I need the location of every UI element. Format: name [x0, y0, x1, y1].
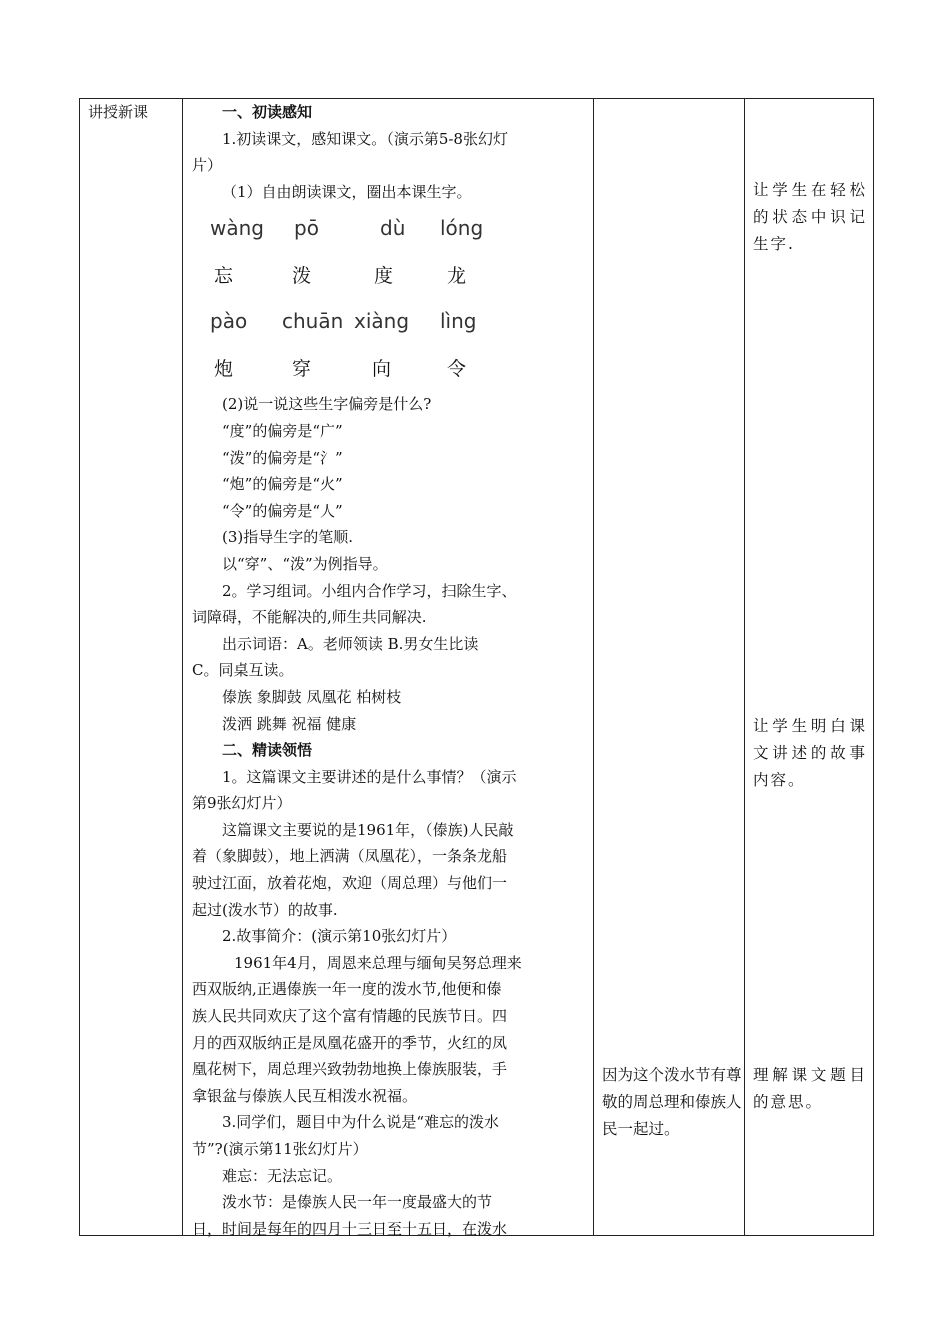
- text-line: “度”的偏旁是“广”: [222, 421, 343, 440]
- reading-intro: [192, 99, 590, 205]
- text-line: 泼水节：是傣族人民一年一度最盛大的节: [222, 1193, 493, 1212]
- text-line: 日，时间是每年的四月十三日至十五日，在泼水: [192, 1219, 508, 1238]
- pinyin: lìng: [440, 309, 477, 334]
- character: 向: [372, 358, 392, 381]
- character: 龙: [447, 265, 467, 288]
- pinyin: dù: [380, 216, 406, 241]
- text-line: 2.故事简介：(演示第10张幻灯片）: [222, 927, 457, 946]
- character: 忘: [214, 265, 234, 288]
- text-line: 以“穿”、“泼”为例指导。: [222, 554, 388, 573]
- text-line: “炮”的偏旁是“火”: [222, 475, 343, 494]
- text-line: 傣族 象脚鼓 凤凰花 柏树枝: [222, 687, 402, 706]
- column-divider: [182, 99, 183, 1235]
- teaching-process: [192, 99, 590, 1242]
- design-intent-1: 让学生在轻松的状态中识记生字.: [753, 181, 867, 253]
- text-line: 节”?(演示第11张幻灯片）: [192, 1140, 368, 1158]
- text-line: 片）: [192, 156, 223, 175]
- hanzi-row: [192, 251, 590, 298]
- text-line: 着（象脚鼓），地上洒满（凤凰花），一条条龙船: [192, 847, 508, 866]
- pinyin-row: [192, 205, 590, 251]
- text-line: 凰花树下，周总理兴致勃勃地换上傣族服装，手: [192, 1060, 508, 1079]
- text-line: 泼洒 跳舞 祝福 健康: [222, 714, 357, 733]
- text-line: C。同桌互读。: [192, 661, 294, 680]
- text-line: 一、初读感知: [222, 103, 313, 121]
- text-line: 族人民共同欢庆了这个富有情趣的民族节日。四: [192, 1007, 508, 1026]
- hanzi-row: [192, 344, 590, 391]
- text-line: 1.初读课文，感知课文。（演示第5-8张幻灯: [222, 129, 508, 148]
- character: 炮: [214, 358, 234, 381]
- text-line: （1）自由朗读课文，圈出本课生字。: [222, 182, 472, 201]
- text-line: “令”的偏旁是“人”: [222, 501, 343, 520]
- character: 穿: [292, 358, 312, 381]
- text-line: 月的西双版纳正是凤凰花盛开的季节，火红的凤: [192, 1033, 508, 1052]
- text-line: 出示词语：A。老师领读 B.男女生比读: [222, 634, 479, 653]
- text-line: 1961年4月，周恩来总理与缅甸吴努总理来: [234, 953, 522, 972]
- text-line: 第9张幻灯片）: [192, 794, 292, 813]
- character: 度: [374, 265, 394, 288]
- pinyin: pō: [294, 216, 319, 241]
- text-line: 拿银盆与傣族人民互相泼水祝福。: [192, 1086, 418, 1105]
- text-line: (2)说一说这些生字偏旁是什么?: [222, 395, 432, 414]
- text-line: 词障碍，不能解决的,师生共同解决.: [192, 608, 427, 627]
- column-divider: [593, 99, 594, 1235]
- pinyin-row: [192, 298, 590, 344]
- pinyin: lóng: [440, 216, 484, 241]
- text-line: 起过(泼水节）的故事.: [192, 900, 338, 919]
- lesson-table: [79, 98, 874, 1236]
- text-line: (3)指导生字的笔顺.: [222, 528, 354, 547]
- text-line: 难忘：无法忘记。: [222, 1166, 343, 1185]
- text-line: 2。学习组词。小组内合作学习，扫除生字、: [222, 581, 517, 600]
- text-line: 1。这篇课文主要讲述的是什么事情？（演示: [222, 767, 517, 786]
- pinyin: xiàng: [354, 309, 410, 334]
- pinyin: pào: [210, 309, 248, 334]
- text-line: “泼”的偏旁是“氵”: [222, 448, 343, 467]
- text-line: 驶过江面，放着花炮，欢迎（周总理）与他们一: [192, 874, 508, 893]
- pinyin: wàng: [210, 216, 264, 241]
- character: 泼: [292, 265, 312, 288]
- character: 令: [447, 358, 467, 381]
- text-line: 二、精读领悟: [222, 741, 313, 760]
- text-line: 这篇课文主要说的是1961年，（傣族)人民敲: [222, 820, 514, 839]
- pinyin: chuān: [282, 309, 344, 334]
- student-activity: 因为这个泼水节有尊敬的周总理和傣族人民一起过。: [602, 1066, 742, 1138]
- column-divider: [744, 99, 745, 1235]
- text-line: 西双版纳,正遇傣族一年一度的泼水节,他便和傣: [192, 980, 502, 999]
- section-label: 讲授新课: [88, 103, 149, 121]
- design-intent-2: 让学生明白课文讲述的故事内容。: [753, 717, 867, 789]
- design-intent-3: 理解课文题目的意思。: [753, 1066, 867, 1111]
- text-line: 3.同学们，题目中为什么说是“难忘的泼水: [222, 1113, 499, 1132]
- lesson-steps: [192, 391, 590, 1242]
